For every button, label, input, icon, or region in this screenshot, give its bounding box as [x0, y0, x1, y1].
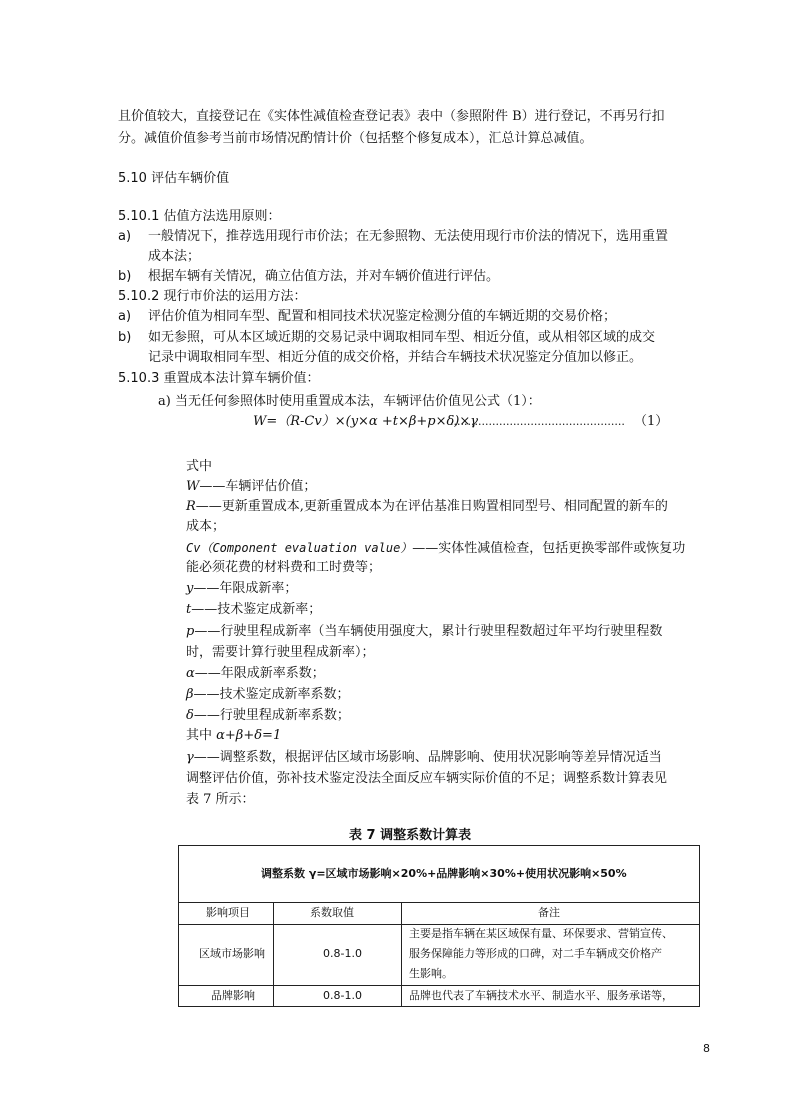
symbol: δ: [186, 708, 194, 723]
item-b-line-1: 如无参照，可从本区域近期的交易记录中调取相同车型、相近分值，或从相邻区域的成交: [148, 330, 656, 345]
symbol: p: [186, 624, 195, 639]
definition-text: ——车辆评估价值；: [199, 479, 317, 494]
item-a-label: a): [118, 309, 132, 324]
definition-text: ——技术鉴定成新率系数；: [193, 687, 350, 702]
definition-text: ——更新重置成本,更新重置成本为在评估基准日购置相同型号、相同配置的新车的: [195, 499, 668, 514]
def-delta: [186, 708, 350, 724]
column-divider: [401, 902, 402, 1006]
definition-text: ——行驶里程成新率系数；: [193, 708, 350, 723]
symbol: y: [186, 581, 194, 596]
header-note: 备注: [538, 906, 560, 919]
formula-leader-dots: ..................................................: [450, 415, 625, 428]
formula-row: 调整系数 γ=区域市场影响×20%+品牌影响×30%+使用状况影响×50%: [261, 867, 627, 880]
adjustment-coefficient-table: [178, 845, 700, 1007]
row-region-item: 区域市场影响: [199, 947, 265, 960]
def-y: [186, 581, 297, 597]
item-b-label: b): [118, 330, 132, 345]
item-a-line-1: 评估价值为相同车型、配置和相同技术状况鉴定检测分值的车辆近期的交易价格；: [148, 309, 617, 324]
def-alpha: [186, 666, 325, 682]
symbol: t: [186, 602, 192, 617]
def-sum: [186, 728, 281, 744]
definition-text: ——年限成新率系数；: [194, 666, 325, 681]
def-r: [186, 499, 668, 515]
header-range: 系数取值: [310, 906, 354, 919]
row-divider: [179, 902, 699, 903]
row-region-note-1: 主要是指车辆在某区域保有量、环保要求、营销宣传、: [409, 927, 673, 940]
formula-intro: a) 当无任何参照体时使用重置成本法，车辆评估价值见公式（1）：: [158, 394, 541, 409]
symbol: R: [186, 499, 196, 514]
definition-text: ——实体性减值检查，包括更换零部件或恢复功: [412, 541, 686, 556]
symbol: α: [186, 666, 195, 681]
row-region-note-2: 服务保障能力等形成的口碑，对二手车辆成交价格产: [409, 947, 662, 960]
item-a-line-2: 成本法；: [148, 249, 201, 264]
def-p: [186, 624, 662, 640]
row-brand-note-1: 品牌也代表了车辆技术水平、制造水平、服务承诺等，: [409, 989, 673, 1002]
table-caption: 表 7 调整系数计算表: [349, 828, 472, 843]
formula-number: （1）: [634, 414, 669, 429]
row-region-note-3: 生影响。: [409, 967, 453, 980]
def-gamma-line-3: 表 7 所示：: [186, 792, 255, 807]
sum-expression: α+β+δ=1: [216, 728, 282, 743]
definition-text: ——行驶里程成新率（当车辆使用强度大，累计行驶里程数超过年平均行驶里程数: [194, 624, 663, 639]
section-5-10-title: 5.10 评估车辆价值: [118, 171, 230, 186]
row-region-range: 0.8-1.0: [323, 947, 362, 960]
definition-text: ——调整系数，根据评估区域市场影响、品牌影响、使用状况影响等差异情况适当: [193, 750, 662, 765]
symbol: γ: [186, 750, 194, 765]
sub-5-10-1-title: 5.10.1 估值方法选用原则：: [118, 209, 281, 224]
item-b-line-1: 根据车辆有关情况，确立估值方法，并对车辆价值进行评估。: [148, 269, 500, 284]
intro-line-2: 分。减值价值参考当前市场情况酌情计价（包括整个修复成本），汇总计算总减值。: [118, 131, 593, 146]
item-b-line-2: 记录中调取相同车型、相近分值的成交价格，并结合车辆技术状况鉴定分值加以修正。: [148, 350, 643, 365]
symbol: W: [186, 479, 200, 494]
row-brand-item: 品牌影响: [211, 989, 255, 1002]
sub-5-10-3-title: 5.10.3 重置成本法计算车辆价值：: [118, 371, 320, 386]
item-b-label: b): [118, 269, 132, 284]
symbol: Cv（Component evaluation value）: [186, 541, 413, 555]
def-gamma-line-2: 调整评估价值，弥补技术鉴定没法全面反应车辆实际价值的不足；调整系数计算表见: [186, 771, 668, 786]
intro-line-1: 且价值较大，直接登记在《实体性减值检查登记表》表中（参照附件 B）进行登记，不再另行扣: [118, 109, 665, 124]
row-brand-range: 0.8-1.0: [323, 989, 362, 1002]
def-t: [186, 602, 321, 618]
def-cv: [186, 540, 685, 557]
page-number: 8: [703, 1042, 710, 1055]
def-r-line-2: 成本；: [186, 519, 226, 534]
definition-text: ——技术鉴定成新率；: [191, 602, 322, 617]
item-a-label: a): [118, 229, 132, 244]
item-a-line-1: 一般情况下，推荐选用现行市价法；在无参照物、无法使用现行市价法的情况下，选用重置: [148, 229, 669, 244]
column-divider: [273, 902, 274, 1006]
sub-5-10-2-title: 5.10.2 现行市价法的运用方法：: [118, 289, 307, 304]
definition-text: ——年限成新率；: [193, 581, 298, 596]
header-item: 影响项目: [206, 906, 250, 919]
sum-prefix: 其中: [186, 728, 217, 743]
def-cv-line-2: 能必须花费的材料费和工时费等；: [186, 560, 382, 575]
formula: W=（R-Cv）×(y×α +t×β+p×δ)×γ: [253, 414, 479, 429]
def-p-line-2: 时，需要计算行驶里程成新率）；: [186, 645, 375, 660]
def-gamma: [186, 750, 662, 766]
definitions-intro: 式中: [186, 459, 213, 474]
def-w: [186, 479, 316, 495]
symbol: β: [186, 687, 194, 702]
def-beta: [186, 687, 350, 703]
